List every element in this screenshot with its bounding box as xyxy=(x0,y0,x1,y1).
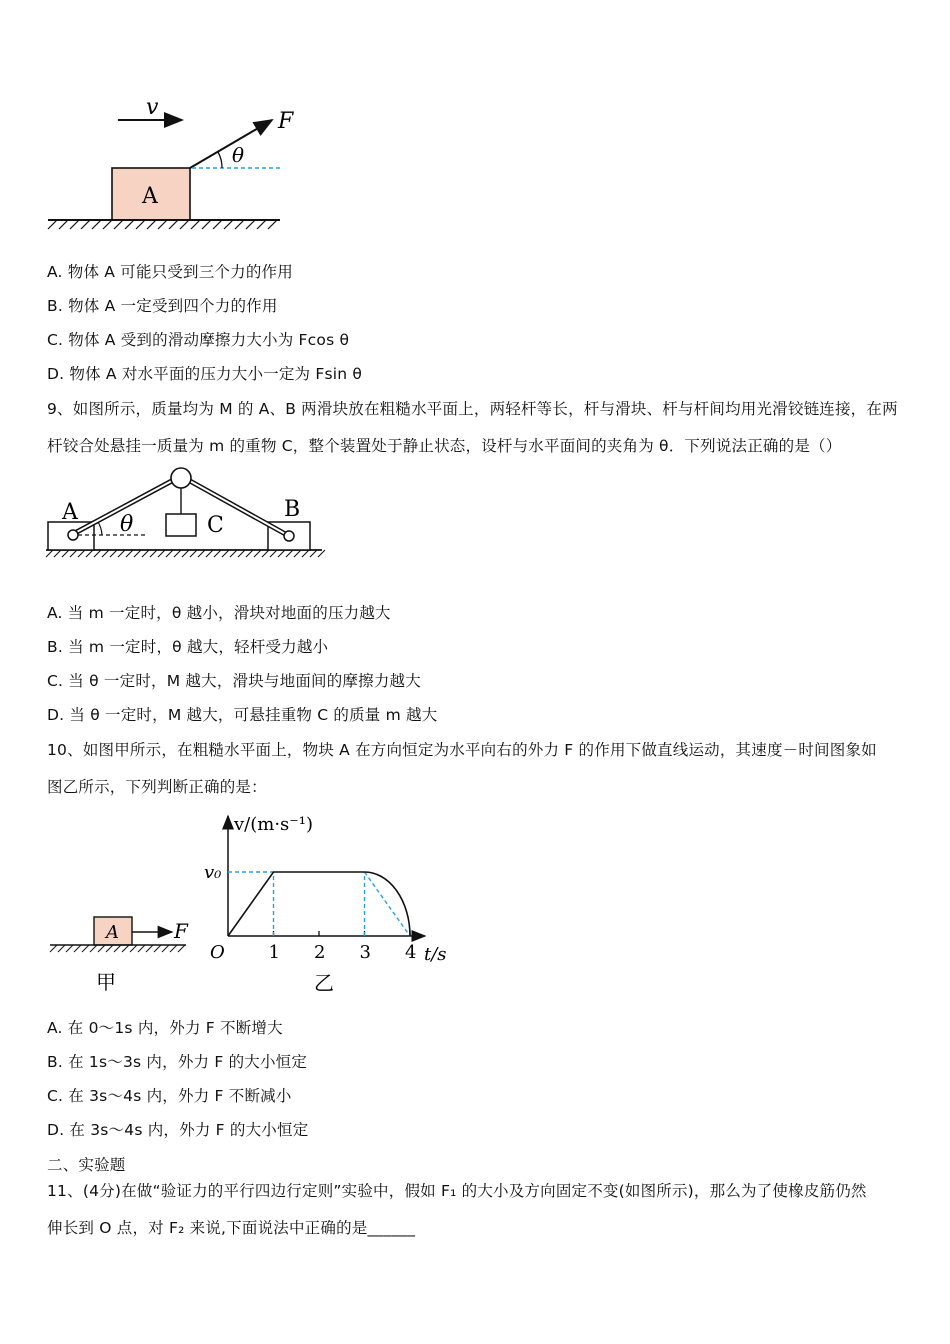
label-a: A xyxy=(62,500,78,525)
figure-jia xyxy=(46,905,196,995)
label-yi: 乙 xyxy=(314,971,334,995)
figure-sliders-rods xyxy=(40,462,330,562)
hinge-top xyxy=(171,468,191,488)
label-b: B xyxy=(284,497,301,522)
hatch-mark xyxy=(110,550,117,557)
rod-right-inner xyxy=(181,476,289,536)
hatch-mark xyxy=(158,220,167,229)
q10-stem-line2: 图乙所示，下列判断正确的是： xyxy=(47,778,267,796)
hatch-mark xyxy=(125,220,134,229)
hatch-mark xyxy=(59,220,68,229)
hatch-mark xyxy=(46,550,53,557)
block-a-label: A xyxy=(142,184,158,209)
hatch-mark xyxy=(74,945,81,952)
hatch-mark xyxy=(235,220,244,229)
angle-arc xyxy=(98,522,102,535)
q10-stem-line1: 10、如图甲所示，在粗糙水平面上，物块 A 在方向恒定为水平向右的外力 F 的作用下做直线运动，其速度－时间图象如 xyxy=(47,741,877,759)
q9-option-b: B. 当 m 一定时，θ 越大，轻杆受力越小 xyxy=(47,638,329,656)
q10-option-b: B. 在 1s～3s 内，外力 F 的大小恒定 xyxy=(47,1053,308,1071)
ground-hatching xyxy=(48,220,277,229)
theta-label: θ xyxy=(232,143,245,167)
ground-hatching xyxy=(50,945,185,952)
hatch-mark xyxy=(126,550,133,557)
hatch-mark xyxy=(278,550,285,557)
q9-option-c: C. 当 θ 一定时，M 越大，滑块与地面间的摩擦力越大 xyxy=(47,672,421,690)
hatch-mark xyxy=(230,550,237,557)
reference-lines xyxy=(228,872,410,936)
hatch-mark xyxy=(246,550,253,557)
hinge-a xyxy=(68,530,78,540)
q9-stem-line1: 9、如图所示，质量均为 M 的 A、B 两滑块放在粗糙水平面上，两轻杆等长，杆与滑块、杆与杆间均用光滑铰链连接，在两 xyxy=(47,400,898,418)
x-tick-label: 4 xyxy=(405,942,417,963)
hatch-mark xyxy=(202,220,211,229)
theta-label: θ xyxy=(120,512,134,537)
q8-option-a: A. 物体 A 可能只受到三个力的作用 xyxy=(47,263,293,281)
hatch-mark xyxy=(82,945,89,952)
hatch-mark xyxy=(224,220,233,229)
q8-option-c: C. 物体 A 受到的滑动摩擦力大小为 Fcos θ xyxy=(47,331,350,349)
hatch-mark xyxy=(222,550,229,557)
hatch-mark xyxy=(318,550,325,557)
q9-stem-line2: 杆铰合处悬挂一质量为 m 的重物 C，整个装置处于静止状态，设杆与水平面间的夹角为 θ．下列说法正确的是（） xyxy=(47,437,842,455)
hatch-mark xyxy=(190,550,197,557)
ground-hatching xyxy=(46,550,325,557)
force-label: F xyxy=(174,919,188,943)
hatch-mark xyxy=(213,220,222,229)
hatch-mark xyxy=(103,220,112,229)
block-a-label: A xyxy=(106,922,119,943)
hatch-mark xyxy=(238,550,245,557)
q10-option-c: C. 在 3s～4s 内，外力 F 不断减小 xyxy=(47,1087,292,1105)
force-label: F xyxy=(278,109,294,134)
hatch-mark xyxy=(70,220,79,229)
force-arrow xyxy=(190,120,272,168)
hatch-mark xyxy=(254,550,261,557)
hatch-mark xyxy=(214,550,221,557)
hatch-mark xyxy=(142,550,149,557)
hatch-mark xyxy=(180,220,189,229)
hatch-mark xyxy=(178,945,185,952)
hatch-mark xyxy=(198,550,205,557)
hatch-mark xyxy=(66,945,73,952)
x-tick-label: 3 xyxy=(359,942,371,963)
hatch-mark xyxy=(50,945,57,952)
origin-label: O xyxy=(210,942,225,963)
label-jia: 甲 xyxy=(96,970,116,994)
hatch-mark xyxy=(182,550,189,557)
hatch-mark xyxy=(166,550,173,557)
velocity-curve xyxy=(228,872,410,936)
hatch-mark xyxy=(206,550,213,557)
angle-arc xyxy=(218,152,222,168)
q9-option-d: D. 当 θ 一定时，M 越大，可悬挂重物 C 的质量 m 越大 xyxy=(47,706,438,724)
hatch-mark xyxy=(54,550,61,557)
q10-option-d: D. 在 3s～4s 内，外力 F 的大小恒定 xyxy=(47,1121,309,1139)
hatch-mark xyxy=(154,945,161,952)
hatch-mark xyxy=(86,550,93,557)
hatch-mark xyxy=(70,550,77,557)
hatch-mark xyxy=(48,220,57,229)
hatch-mark xyxy=(130,945,137,952)
x-tick-label: 1 xyxy=(268,942,280,963)
hatch-mark xyxy=(294,550,301,557)
q11-stem-line2: 伸长到 O 点，对 F₂ 来说,下面说法中正确的是______ xyxy=(47,1219,416,1237)
hatch-mark xyxy=(92,220,101,229)
hatch-mark xyxy=(270,550,277,557)
hatch-mark xyxy=(81,220,90,229)
hatch-mark xyxy=(90,945,97,952)
hatch-mark xyxy=(169,220,178,229)
hatch-mark xyxy=(257,220,266,229)
x-tick-label: 2 xyxy=(314,942,326,963)
hatch-mark xyxy=(62,550,69,557)
label-c: C xyxy=(207,513,224,538)
hatch-mark xyxy=(136,220,145,229)
section-heading: 二、实验题 xyxy=(47,1156,126,1174)
hatch-mark xyxy=(158,550,165,557)
hatch-mark xyxy=(58,945,65,952)
q8-option-b: B. 物体 A 一定受到四个力的作用 xyxy=(47,297,278,315)
x-axis-label: t/s xyxy=(424,944,447,965)
vt-graph xyxy=(200,808,460,998)
hatch-mark xyxy=(147,220,156,229)
hatch-mark xyxy=(268,220,277,229)
hatch-mark xyxy=(286,550,293,557)
hatch-mark xyxy=(162,945,169,952)
hatch-mark xyxy=(310,550,317,557)
v0-label: v₀ xyxy=(204,862,222,883)
q8-option-d: D. 物体 A 对水平面的压力大小一定为 Fsin θ xyxy=(47,365,363,383)
hatch-mark xyxy=(106,945,113,952)
hatch-mark xyxy=(122,945,129,952)
velocity-label: v xyxy=(146,95,159,120)
hatch-mark xyxy=(191,220,200,229)
y-axis-label: v/(m·s⁻¹) xyxy=(234,814,314,835)
hatch-mark xyxy=(170,945,177,952)
q9-option-a: A. 当 m 一定时，θ 越小，滑块对地面的压力越大 xyxy=(47,604,391,622)
hatch-mark xyxy=(118,550,125,557)
hatch-mark xyxy=(302,550,309,557)
hatch-mark xyxy=(138,945,145,952)
hatch-mark xyxy=(150,550,157,557)
hatch-mark xyxy=(246,220,255,229)
hatch-mark xyxy=(134,550,141,557)
hatch-mark xyxy=(114,220,123,229)
hatch-mark xyxy=(114,945,121,952)
hatch-mark xyxy=(98,945,105,952)
figure-block-with-force xyxy=(40,90,310,240)
hatch-mark xyxy=(174,550,181,557)
hatch-mark xyxy=(146,945,153,952)
hatch-mark xyxy=(78,550,85,557)
q10-option-a: A. 在 0～1s 内，外力 F 不断增大 xyxy=(47,1019,283,1037)
weight-c xyxy=(166,514,196,536)
hatch-mark xyxy=(94,550,101,557)
hatch-mark xyxy=(262,550,269,557)
q11-stem-line1: 11、(4分)在做“验证力的平行四边行定则”实验中，假如 F₁ 的大小及方向固定不变(如图所示)，那么为了使橡皮筋仍然 xyxy=(47,1182,867,1200)
hinge-b xyxy=(284,531,294,541)
hatch-mark xyxy=(102,550,109,557)
